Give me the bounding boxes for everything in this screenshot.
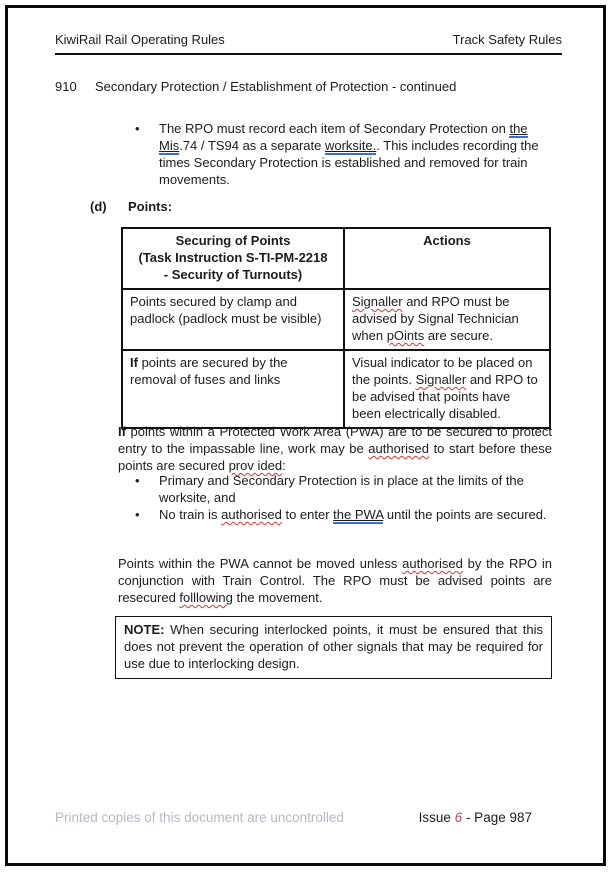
note-box	[115, 616, 552, 679]
header-line: - Security of Turnouts)	[163, 267, 303, 282]
misspelled-word: prov ided	[228, 458, 283, 473]
text-run: . This includes recording the times Secondary Protection is established and removed for train movements.	[159, 138, 539, 187]
text-run: :	[282, 458, 286, 473]
marked-text-the-pwa: the PWA	[333, 507, 384, 522]
table-row-clamp-padlock	[122, 289, 550, 350]
header-right-title: Track Safety Rules	[452, 32, 562, 47]
bullet-icon: •	[135, 121, 140, 136]
bullet-icon: •	[135, 507, 140, 522]
text-run: the movement.	[232, 590, 323, 605]
marked-text-the-mis: the Mis	[159, 121, 528, 153]
table-header-actions: Actions	[344, 228, 550, 289]
condition-text	[159, 506, 547, 523]
misspelled-word: Signaller	[415, 372, 467, 387]
issue-page-info	[419, 809, 532, 826]
rpo-record-bullet	[135, 120, 549, 188]
section-title: Secondary Protection / Establishment of Protection - continued	[95, 79, 457, 94]
text-run: to enter	[281, 507, 334, 522]
cell-action	[344, 289, 550, 350]
table-header-row	[122, 228, 550, 289]
text-run: .74 / TS94 as a separate	[179, 138, 325, 153]
misspelled-word: folllowing	[179, 590, 233, 605]
list-item	[135, 506, 553, 523]
list-item-d	[90, 198, 172, 215]
text-run: The RPO must record each item of Secondary Protection on	[159, 121, 510, 136]
uncontrolled-copy-notice: Printed copies of this document are uncontrolled	[55, 810, 344, 825]
text-run: No train is	[159, 507, 222, 522]
misspelled-word: authorised	[368, 441, 430, 456]
condition-text: Primary and Secondary Protection is in place at the limits of the worksite, and	[159, 473, 524, 505]
text-run: and RPO must be advised by Signal Technician when	[352, 294, 519, 343]
points-moved-paragraph	[118, 555, 552, 606]
item-d-label: (d)	[90, 199, 107, 214]
cell-condition	[122, 350, 344, 428]
section-heading	[55, 78, 555, 95]
text-run: Points within the PWA cannot be moved unless	[118, 556, 403, 571]
section-number: 910	[55, 79, 77, 94]
text-run: points are secured by the removal of fuses and links	[130, 355, 288, 387]
securing-of-points-table	[121, 227, 551, 429]
misspelled-word: Signaller	[352, 294, 403, 309]
list-item	[135, 472, 553, 506]
header-line: (Task Instruction S-TI-PM-2218	[138, 250, 328, 265]
text-run: points within a Protected Work Area (PWA) are to be secured to protect entry to the impassable line, work may be	[118, 424, 552, 456]
pwa-conditions-list	[135, 472, 553, 523]
bullet-icon: •	[135, 473, 140, 488]
header-line: Securing of Points	[175, 233, 291, 248]
note-text: When securing interlocked points, it must be ensured that this does not prevent the operation of other signals that may be required for use due to interlocking design.	[124, 622, 543, 671]
page-header	[55, 31, 562, 55]
page-footer	[55, 809, 532, 826]
text-run: are secure.	[424, 328, 493, 343]
cell-condition: Points secured by clamp and padlock (padlock must be visible)	[122, 289, 344, 350]
page-number: - Page 987	[462, 810, 532, 825]
issue-label: Issue	[418, 810, 455, 825]
rpo-record-text	[159, 120, 549, 188]
note-label: NOTE:	[124, 622, 165, 637]
bold-run: If	[118, 424, 126, 439]
text-run: until the points are secured.	[383, 507, 547, 522]
bold-run: If	[130, 355, 138, 370]
text-run: by the RPO in conjunction with Train Control. The RPO must be advised points are resecured	[118, 556, 552, 605]
item-d-title: Points:	[128, 199, 173, 214]
table-header-securing	[122, 228, 344, 289]
pwa-secured-paragraph	[118, 423, 552, 474]
misspelled-word: authorised	[221, 507, 282, 522]
text-run: to start before these points are secured	[118, 441, 553, 473]
text-run: Visual indicator to be placed on the points.	[352, 355, 533, 387]
header-left-title: KiwiRail Rail Operating Rules	[55, 32, 225, 47]
misspelled-word: authorised	[402, 556, 463, 571]
table-row-fuses-links	[122, 350, 550, 428]
cell-action	[344, 350, 550, 428]
marked-text-worksite: worksite.	[324, 138, 377, 153]
issue-number: 6	[454, 810, 463, 825]
text-run: and RPO to be advised that points have been electrically disabled.	[352, 372, 538, 421]
misspelled-word: pOints	[386, 328, 425, 343]
